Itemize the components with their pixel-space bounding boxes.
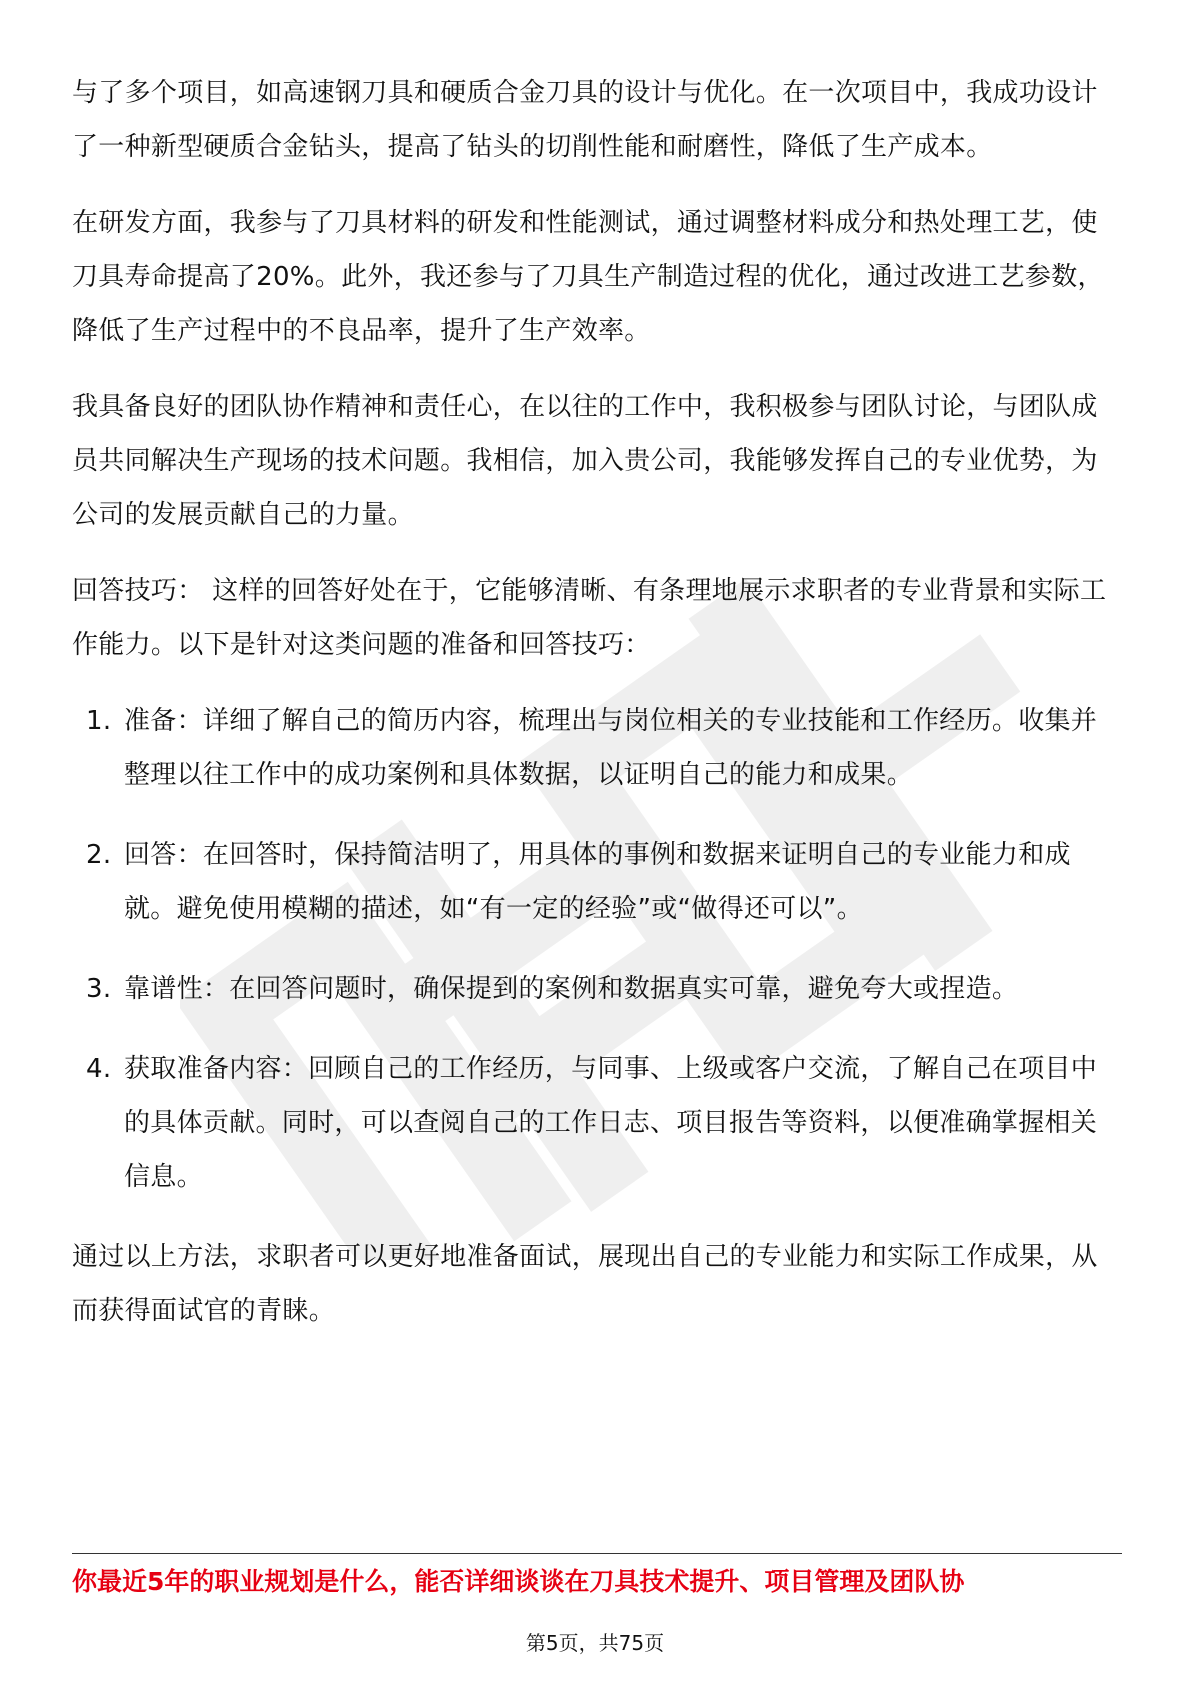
list-number: 3.: [86, 974, 112, 1004]
paragraph-projects: 与了多个项目，如高速钢刀具和硬质合金刀具的设计与优化。在一次项目中，我成功设计了一种新型硬质合金钻头，提高了钻头的切削性能和耐磨性，降低了生产成本。: [72, 78, 1098, 162]
page-number: 第5页，共75页: [525, 1631, 665, 1655]
next-question-heading: 你最近5年的职业规划是什么，能否详细谈谈在刀具技术提升、项目管理及团队协: [72, 1567, 965, 1596]
list-number: 4.: [86, 1054, 112, 1084]
list-item: [72, 1042, 1122, 1204]
section-divider: [72, 1553, 1122, 1554]
list-item: [72, 694, 1122, 802]
list-number: 1.: [86, 706, 112, 736]
paragraph-teamwork: 我具备良好的团队协作精神和责任心，在以往的工作中，我积极参与团队讨论，与团队成员共同解决生产现场的技术问题。我相信，加入贵公司，我能够发挥自己的专业优势，为公司的发展贡献自己的力量。: [72, 392, 1098, 530]
list-item-text: 靠谱性：在回答问题时，确保提到的案例和数据真实可靠，避免夸大或捏造。: [124, 974, 1019, 1004]
list-item: [72, 962, 1122, 1016]
paragraph-closing: 通过以上方法，求职者可以更好地准备面试，展现出自己的专业能力和实际工作成果，从而获得面试官的青睐。: [72, 1242, 1098, 1326]
list-item-text: 获取准备内容：回顾自己的工作经历，与同事、上级或客户交流，了解自己在项目中的具体贡献。同时，可以查阅自己的工作日志、项目报告等资料，以便准确掌握相关信息。: [124, 1054, 1098, 1192]
list-item: [72, 828, 1122, 936]
paragraph-research: 在研发方面，我参与了刀具材料的研发和性能测试，通过调整材料成分和热处理工艺，使刀具寿命提高了20%。此外，我还参与了刀具生产制造过程的优化，通过改进工艺参数，降低了生产过程中的不良品率，提升了生产效率。: [72, 208, 1104, 346]
document-body: [72, 66, 1122, 1360]
list-item-text: 回答：在回答时，保持简洁明了，用具体的事例和数据来证明自己的专业能力和成就。避免使用模糊的描述，如“有一定的经验”或“做得还可以”。: [124, 840, 1071, 924]
paragraph-answer-tips: 回答技巧： 这样的回答好处在于，它能够清晰、有条理地展示求职者的专业背景和实际工作能力。以下是针对这类问题的准备和回答技巧：: [72, 576, 1107, 660]
list-item-text: 准备：详细了解自己的简历内容，梳理出与岗位相关的专业技能和工作经历。收集并整理以往工作中的成功案例和具体数据，以证明自己的能力和成果。: [124, 706, 1098, 790]
list-number: 2.: [86, 840, 112, 870]
tips-list: [72, 694, 1122, 1204]
